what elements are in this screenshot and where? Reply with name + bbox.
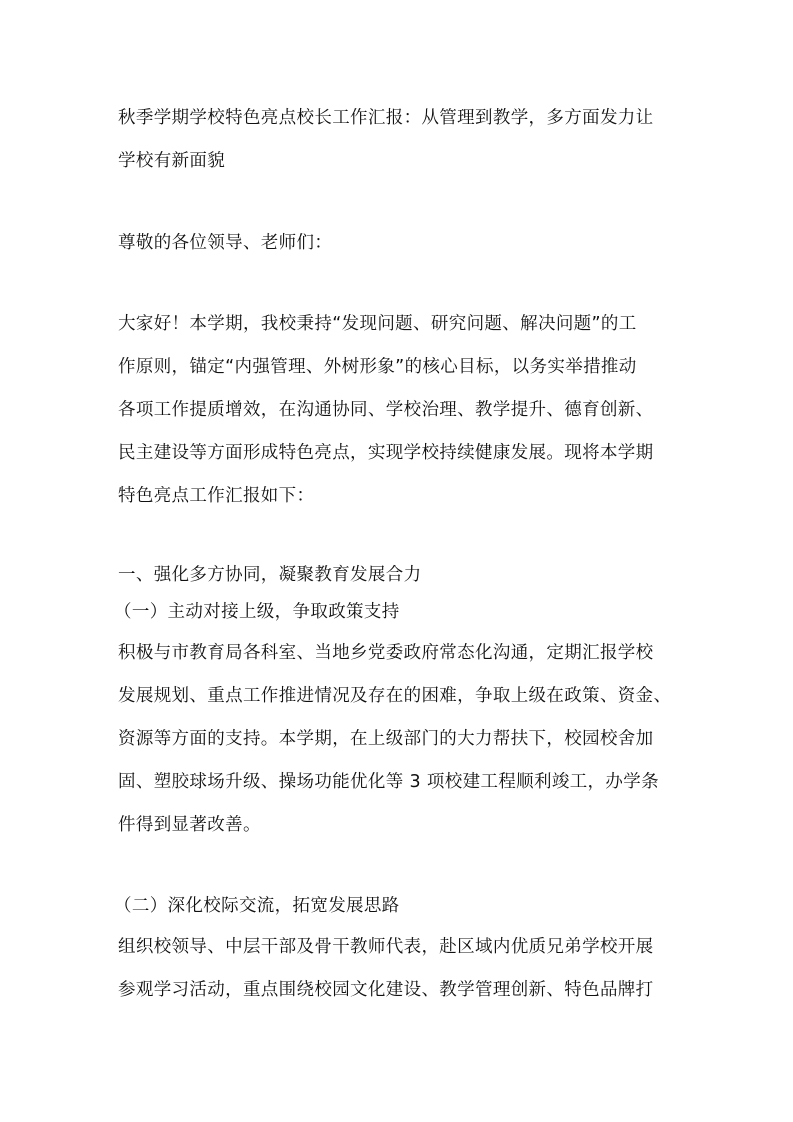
subsection-1-body-line-4: 固、塑胶球场升级、操场功能优化等 3 项校建工程顺利竣工，办学条 [118, 772, 659, 792]
subsection-1-body-line-2: 发展规划、重点工作推进情况及存在的困难，争取上级在政策、资金、 [118, 686, 672, 706]
section-1-heading: 一、强化多方协同，凝聚教育发展合力 [118, 565, 422, 585]
subsection-2-heading: （二）深化校际交流，拓宽发展思路 [114, 896, 400, 916]
document-title-line-1: 秋季学期学校特色亮点校长工作汇报：从管理到教学，多方面发力让 [118, 108, 654, 128]
subsection-2-body-line-2: 参观学习活动，重点围绕校园文化建设、教学管理创新、特色品牌打 [118, 980, 654, 1000]
subsection-1-body-line-1: 积极与市教育局各科室、当地乡党委政府常态化沟通，定期汇报学校 [118, 643, 654, 663]
subsection-1-heading: （一）主动对接上级，争取政策支持 [114, 602, 400, 622]
intro-line-3: 各项工作提质增效，在沟通协同、学校治理、教学提升、德育创新、 [118, 400, 654, 420]
intro-line-2: 作原则，锚定“内强管理、外树形象”的核心目标，以务实举措推动 [118, 357, 637, 377]
subsection-2-body-line-1: 组织校领导、中层干部及骨干教师代表，赴区域内优质兄弟学校开展 [118, 937, 654, 957]
document-title-line-2: 学校有新面貌 [118, 151, 226, 171]
subsection-1-body-line-3: 资源等方面的支持。本学期，在上级部门的大力帮扶下，校园校舍加 [118, 729, 654, 749]
intro-line-1: 大家好！本学期，我校秉持“发现问题、研究问题、解决问题”的工 [118, 314, 637, 334]
intro-line-4: 民主建设等方面形成特色亮点，实现学校持续健康发展。现将本学期 [118, 443, 654, 463]
intro-line-5: 特色亮点工作汇报如下： [118, 486, 315, 506]
salutation: 尊敬的各位领导、老师们： [118, 233, 333, 253]
subsection-1-body-line-5: 件得到显著改善。 [118, 815, 261, 835]
